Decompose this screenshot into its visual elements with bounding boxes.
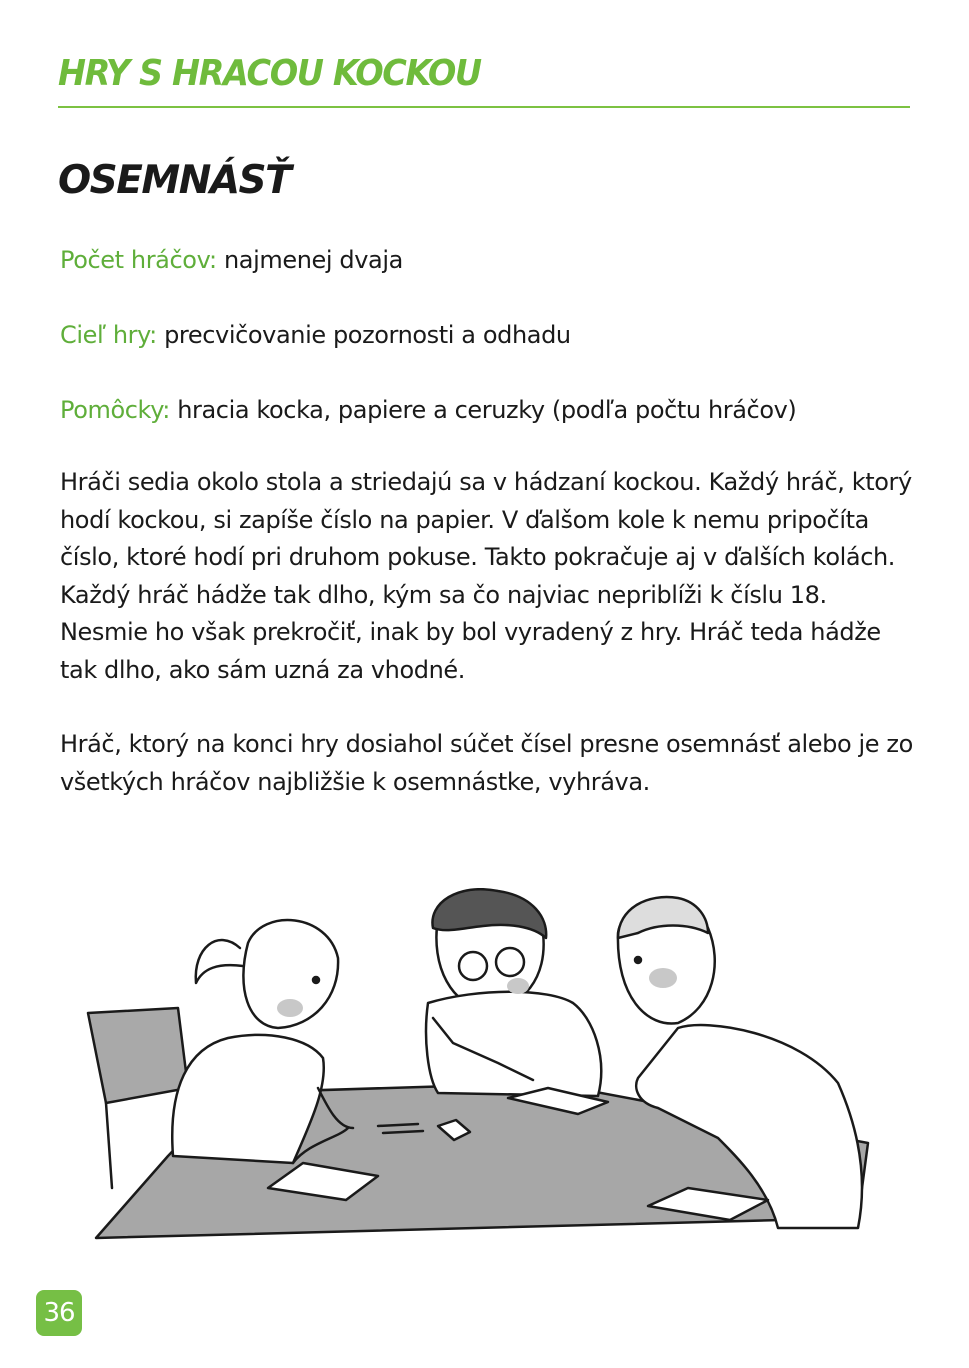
chair-icon bbox=[88, 1008, 188, 1103]
section-title: HRY S HRACOU KOCKOU bbox=[58, 53, 481, 94]
section-header bbox=[58, 52, 910, 108]
players-line bbox=[60, 245, 403, 275]
boy-with-glasses-figure bbox=[426, 889, 601, 1096]
rules-paragraph: Hráči sedia okolo stola a striedajú sa v hádzaní kockou. Každý hráč, ktorý hodí kockou, si zapíše číslo na papier. V ďalšom kole k nemu pripočíta číslo, ktoré hodí pri druhom pokuse. Takto pokračuje aj v ďalších kolách. Každý hráč hádže tak dlho, kým sa čo najviac nepriblíži k číslu 18. Nesmie ho však prekročiť, inak by bol vyradený z hry. Hráč teda hádže tak dlho, ako sám uzná za vhodné. bbox=[60, 468, 912, 684]
materials-label: Pomôcky: bbox=[60, 396, 170, 424]
players-value: najmenej dvaja bbox=[223, 246, 403, 274]
children-playing-dice-illustration bbox=[78, 888, 878, 1248]
page-number-badge: 36 bbox=[36, 1290, 82, 1336]
players-label: Počet hráčov: bbox=[60, 246, 217, 274]
materials-line bbox=[60, 395, 796, 425]
goal-label: Cieľ hry: bbox=[60, 321, 157, 349]
game-title: OSEMNÁSŤ bbox=[58, 158, 291, 203]
materials-value: hracia kocka, papiere a ceruzky (podľa počtu hráčov) bbox=[177, 396, 797, 424]
goal-line bbox=[60, 320, 571, 350]
winner-paragraph: Hráč, ktorý na konci hry dosiahol súčet čísel presne osemnásť alebo je zo všetkých hráčov najbližšie k osemnástke, vyhráva. bbox=[60, 730, 913, 796]
goal-value: precvičovanie pozornosti a odhadu bbox=[164, 321, 571, 349]
